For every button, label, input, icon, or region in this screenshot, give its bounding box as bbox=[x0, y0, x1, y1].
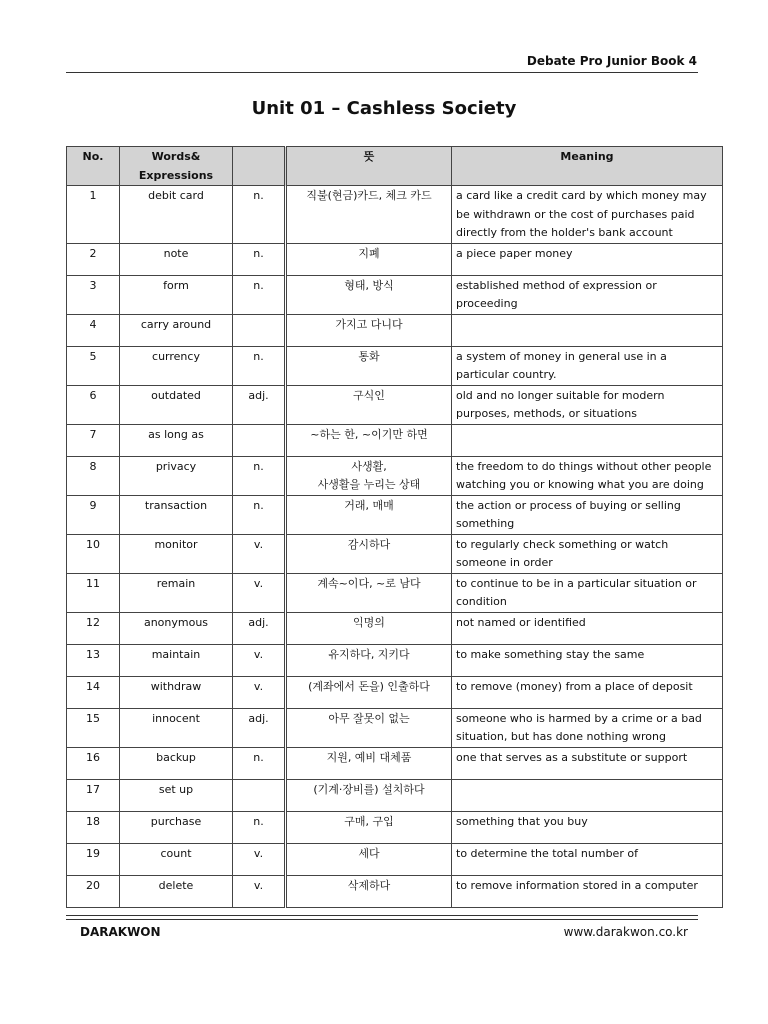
row-number: 18 bbox=[67, 811, 120, 843]
row-number: 14 bbox=[67, 676, 120, 708]
row-part-of-speech bbox=[233, 779, 286, 811]
row-part-of-speech: adj. bbox=[233, 385, 286, 424]
table-row bbox=[67, 811, 723, 843]
header-words-line2: Expressions bbox=[138, 168, 214, 182]
table-row bbox=[67, 495, 723, 534]
row-english-meaning: something that you buy bbox=[452, 811, 723, 843]
header-korean: 뜻 bbox=[286, 147, 452, 186]
row-korean-meaning: 지폐 bbox=[286, 243, 452, 275]
row-korean-meaning: 아무 잘못이 없는 bbox=[286, 708, 452, 747]
row-english-meaning bbox=[452, 314, 723, 346]
row-part-of-speech: n. bbox=[233, 186, 286, 244]
row-word: form bbox=[120, 275, 233, 314]
row-number: 19 bbox=[67, 843, 120, 875]
row-english-meaning: established method of expression or proceeding bbox=[452, 275, 723, 314]
vocabulary-table bbox=[66, 146, 723, 908]
row-korean-meaning: 사생활, 사생활을 누리는 상태 bbox=[286, 456, 452, 495]
row-part-of-speech: n. bbox=[233, 495, 286, 534]
row-word: purchase bbox=[120, 811, 233, 843]
table-row bbox=[67, 186, 723, 244]
row-korean-meaning: 통화 bbox=[286, 346, 452, 385]
row-part-of-speech bbox=[233, 424, 286, 456]
book-title: Debate Pro Junior Book 4 bbox=[526, 54, 697, 68]
row-part-of-speech: n. bbox=[233, 346, 286, 385]
row-word: outdated bbox=[120, 385, 233, 424]
row-korean-meaning: 직불(현금)카드, 체크 카드 bbox=[286, 186, 452, 244]
row-number: 13 bbox=[67, 644, 120, 676]
row-number: 6 bbox=[67, 385, 120, 424]
row-english-meaning: a piece paper money bbox=[452, 243, 723, 275]
row-number: 11 bbox=[67, 573, 120, 612]
header-meaning: Meaning bbox=[452, 147, 723, 186]
row-word: innocent bbox=[120, 708, 233, 747]
row-number: 16 bbox=[67, 747, 120, 779]
row-number: 10 bbox=[67, 534, 120, 573]
row-english-meaning: to regularly check something or watch someone in order bbox=[452, 534, 723, 573]
footer-divider bbox=[66, 915, 698, 920]
table-row bbox=[67, 875, 723, 907]
row-word: currency bbox=[120, 346, 233, 385]
row-english-meaning: not named or identified bbox=[452, 612, 723, 644]
row-english-meaning: to make something stay the same bbox=[452, 644, 723, 676]
row-korean-meaning: 구식인 bbox=[286, 385, 452, 424]
header-words bbox=[120, 147, 233, 186]
row-part-of-speech: adj. bbox=[233, 612, 286, 644]
row-number: 7 bbox=[67, 424, 120, 456]
row-number: 17 bbox=[67, 779, 120, 811]
table-row bbox=[67, 424, 723, 456]
row-english-meaning: one that serves as a substitute or support bbox=[452, 747, 723, 779]
row-number: 4 bbox=[67, 314, 120, 346]
row-number: 3 bbox=[67, 275, 120, 314]
page-title: Unit 01 – Cashless Society bbox=[251, 98, 517, 119]
row-number: 2 bbox=[67, 243, 120, 275]
header-no: No. bbox=[67, 147, 120, 186]
table-row bbox=[67, 346, 723, 385]
table-row bbox=[67, 385, 723, 424]
row-korean-meaning: 유지하다, 지키다 bbox=[286, 644, 452, 676]
table-row bbox=[67, 747, 723, 779]
table-row bbox=[67, 534, 723, 573]
row-korean-meaning: ~하는 한, ~이기만 하면 bbox=[286, 424, 452, 456]
table-header-row bbox=[67, 147, 723, 186]
row-korean-meaning: 구매, 구입 bbox=[286, 811, 452, 843]
row-word: debit card bbox=[120, 186, 233, 244]
row-part-of-speech: adj. bbox=[233, 708, 286, 747]
row-english-meaning: to determine the total number of bbox=[452, 843, 723, 875]
row-english-meaning: the action or process of buying or selling something bbox=[452, 495, 723, 534]
row-korean-meaning: 감시하다 bbox=[286, 534, 452, 573]
row-word: set up bbox=[120, 779, 233, 811]
row-word: monitor bbox=[120, 534, 233, 573]
row-number: 15 bbox=[67, 708, 120, 747]
row-english-meaning bbox=[452, 779, 723, 811]
row-number: 9 bbox=[67, 495, 120, 534]
row-part-of-speech: v. bbox=[233, 875, 286, 907]
row-word: count bbox=[120, 843, 233, 875]
publisher-name: DARAKWON bbox=[80, 925, 161, 939]
table-row bbox=[67, 779, 723, 811]
row-part-of-speech: v. bbox=[233, 843, 286, 875]
header-pos bbox=[233, 147, 286, 186]
row-number: 5 bbox=[67, 346, 120, 385]
row-part-of-speech: n. bbox=[233, 811, 286, 843]
row-english-meaning: a card like a credit card by which money may be withdrawn or the cost of purchases paid directly from the holder's bank account bbox=[452, 186, 723, 244]
row-korean-meaning: 지원, 예비 대체품 bbox=[286, 747, 452, 779]
row-korean-meaning: (계좌에서 돈을) 인출하다 bbox=[286, 676, 452, 708]
row-word: transaction bbox=[120, 495, 233, 534]
row-english-meaning: old and no longer suitable for modern purposes, methods, or situations bbox=[452, 385, 723, 424]
row-part-of-speech: v. bbox=[233, 573, 286, 612]
row-number: 20 bbox=[67, 875, 120, 907]
row-number: 8 bbox=[67, 456, 120, 495]
row-part-of-speech: n. bbox=[233, 747, 286, 779]
row-number: 12 bbox=[67, 612, 120, 644]
table-row bbox=[67, 708, 723, 747]
row-english-meaning: a system of money in general use in a particular country. bbox=[452, 346, 723, 385]
row-english-meaning: to remove information stored in a computer bbox=[452, 875, 723, 907]
row-word: delete bbox=[120, 875, 233, 907]
table-row bbox=[67, 314, 723, 346]
table-row bbox=[67, 644, 723, 676]
table-row bbox=[67, 843, 723, 875]
table-row bbox=[67, 243, 723, 275]
row-english-meaning: someone who is harmed by a crime or a bad situation, but has done nothing wrong bbox=[452, 708, 723, 747]
row-word: note bbox=[120, 243, 233, 275]
row-part-of-speech bbox=[233, 314, 286, 346]
row-korean-meaning: 형태, 방식 bbox=[286, 275, 452, 314]
row-number: 1 bbox=[67, 186, 120, 244]
header-divider bbox=[66, 72, 698, 73]
table-row bbox=[67, 456, 723, 495]
row-word: anonymous bbox=[120, 612, 233, 644]
row-korean-meaning: 익명의 bbox=[286, 612, 452, 644]
row-korean-meaning: 삭제하다 bbox=[286, 875, 452, 907]
row-word: privacy bbox=[120, 456, 233, 495]
table-row bbox=[67, 573, 723, 612]
row-word: remain bbox=[120, 573, 233, 612]
row-korean-meaning: 세다 bbox=[286, 843, 452, 875]
row-part-of-speech: v. bbox=[233, 676, 286, 708]
header-words-line1: Words& bbox=[151, 150, 201, 163]
row-word: maintain bbox=[120, 644, 233, 676]
row-part-of-speech: n. bbox=[233, 275, 286, 314]
table-row bbox=[67, 275, 723, 314]
row-word: as long as bbox=[120, 424, 233, 456]
row-part-of-speech: v. bbox=[233, 644, 286, 676]
row-english-meaning: the freedom to do things without other people watching you or knowing what you are doing bbox=[452, 456, 723, 495]
table-row bbox=[67, 612, 723, 644]
row-korean-meaning: 가지고 다니다 bbox=[286, 314, 452, 346]
row-english-meaning: to continue to be in a particular situation or condition bbox=[452, 573, 723, 612]
row-korean-meaning: 계속~이다, ~로 남다 bbox=[286, 573, 452, 612]
row-korean-meaning: 거래, 매매 bbox=[286, 495, 452, 534]
row-english-meaning bbox=[452, 424, 723, 456]
publisher-url[interactable]: www.darakwon.co.kr bbox=[563, 925, 688, 939]
row-korean-meaning: (기계·장비를) 설치하다 bbox=[286, 779, 452, 811]
row-part-of-speech: n. bbox=[233, 243, 286, 275]
row-part-of-speech: v. bbox=[233, 534, 286, 573]
row-word: carry around bbox=[120, 314, 233, 346]
row-word: backup bbox=[120, 747, 233, 779]
row-english-meaning: to remove (money) from a place of deposit bbox=[452, 676, 723, 708]
row-part-of-speech: n. bbox=[233, 456, 286, 495]
row-word: withdraw bbox=[120, 676, 233, 708]
table-row bbox=[67, 676, 723, 708]
